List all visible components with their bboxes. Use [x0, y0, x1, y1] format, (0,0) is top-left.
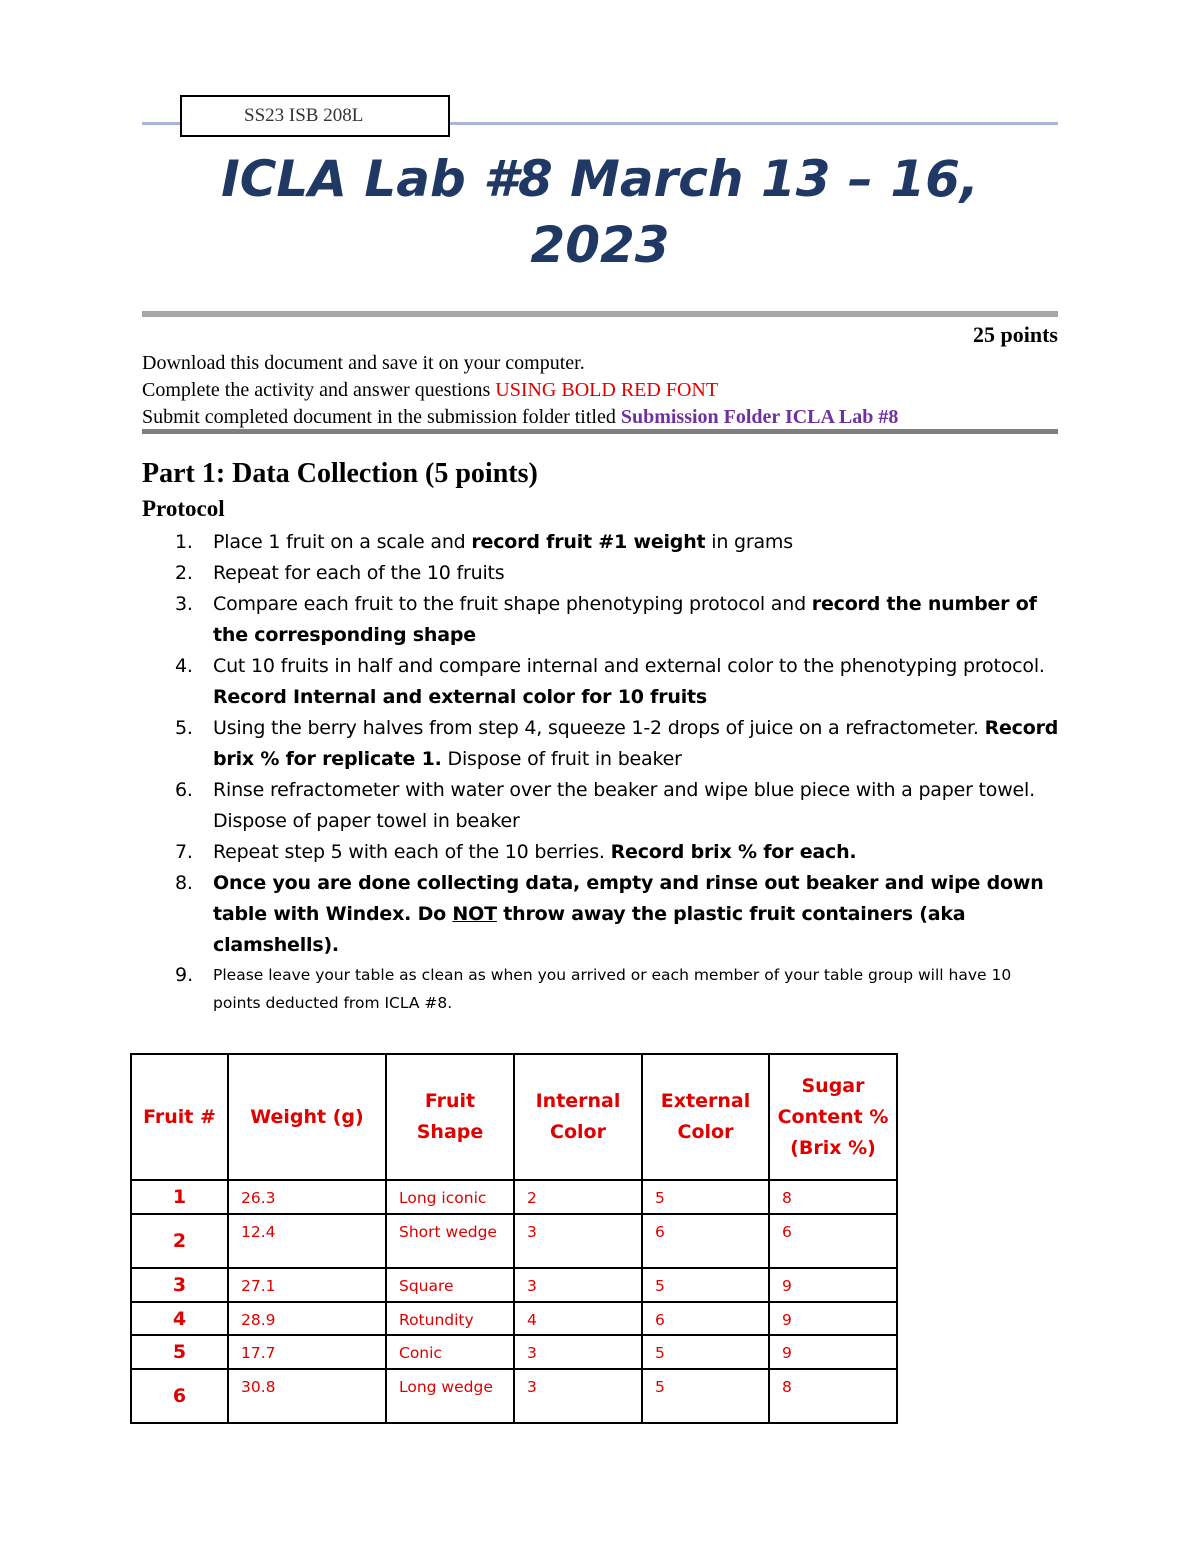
- header-fruit-number: Fruit #: [131, 1054, 228, 1180]
- cell-brix[interactable]: 9: [769, 1302, 897, 1335]
- cell-brix[interactable]: 8: [769, 1369, 897, 1423]
- cell-internal-color[interactable]: 3: [514, 1214, 642, 1268]
- title-line-2: 2023: [530, 216, 670, 274]
- cell-internal-color[interactable]: 3: [514, 1268, 642, 1302]
- cell-shape[interactable]: Square: [386, 1268, 514, 1302]
- cell-internal-color[interactable]: 4: [514, 1302, 642, 1335]
- cell-fruit-number: 2: [131, 1214, 228, 1268]
- cell-brix[interactable]: 9: [769, 1335, 897, 1369]
- header-external-color: External Color: [642, 1054, 769, 1180]
- cell-brix[interactable]: 6: [769, 1214, 897, 1268]
- step-number: 4.: [175, 655, 193, 677]
- step-number: 1.: [175, 531, 193, 553]
- step-bold-text: Record Internal and external color for 10 fruits: [213, 686, 708, 708]
- protocol-step: [142, 961, 1062, 1017]
- red-font-note: USING BOLD RED FONT: [495, 379, 719, 401]
- step-text: Cut 10 fruits in half and compare internal and external color to the phenotyping protocol.: [213, 655, 1045, 677]
- cell-shape[interactable]: Short wedge: [386, 1214, 514, 1268]
- instruction-complete-text: Complete the activity and answer questions: [142, 379, 496, 401]
- instruction-submit-text: Submit completed document in the submission folder titled: [142, 406, 621, 428]
- step-number: 7.: [175, 841, 193, 863]
- step-number: 8.: [175, 872, 193, 894]
- step-bold-text: Once you are done collecting data, empty and rinse out beaker and wipe down table with Windex. Do: [213, 872, 1044, 925]
- protocol-step: [142, 775, 1062, 837]
- cell-weight[interactable]: 28.9: [228, 1302, 386, 1335]
- cell-external-color[interactable]: 5: [642, 1180, 769, 1214]
- instructions-divider: [142, 429, 1058, 434]
- protocol-step: [142, 651, 1062, 713]
- cell-fruit-number: 6: [131, 1369, 228, 1423]
- cell-brix[interactable]: 8: [769, 1180, 897, 1214]
- step-bold-text: Record brix % for each.: [610, 841, 857, 863]
- cell-weight[interactable]: 12.4: [228, 1214, 386, 1268]
- cell-fruit-number: 5: [131, 1335, 228, 1369]
- cell-external-color[interactable]: 5: [642, 1369, 769, 1423]
- step-text: Rinse refractometer with water over the beaker and wipe blue piece with a paper towel. Dispose of paper towel in beaker: [213, 779, 1035, 832]
- step-number: 6.: [175, 779, 193, 801]
- title-line-1: ICLA Lab #8 March 13 – 16,: [221, 150, 979, 208]
- cell-weight[interactable]: 17.7: [228, 1335, 386, 1369]
- header-internal-color: Internal Color: [514, 1054, 642, 1180]
- step-text: Compare each fruit to the fruit shape phenotyping protocol and: [213, 593, 812, 615]
- cell-brix[interactable]: 9: [769, 1268, 897, 1302]
- instruction-complete: [142, 379, 718, 402]
- step-number: 5.: [175, 717, 193, 739]
- cell-shape[interactable]: Long iconic: [386, 1180, 514, 1214]
- cell-fruit-number: 3: [131, 1268, 228, 1302]
- step-number: 9.: [175, 964, 194, 986]
- protocol-step: [142, 558, 1062, 589]
- table-row: [131, 1268, 897, 1302]
- step-text: in grams: [705, 531, 793, 553]
- protocol-step: [142, 837, 1062, 868]
- step-text: Repeat for each of the 10 fruits: [213, 562, 505, 584]
- step-bold-text: throw away the plastic fruit containers (aka clamshells).: [213, 903, 966, 956]
- table-row: [131, 1214, 897, 1268]
- step-text: Using the berry halves from step 4, squeeze 1-2 drops of juice on a refractometer.: [213, 717, 985, 739]
- cell-weight[interactable]: 27.1: [228, 1268, 386, 1302]
- part1-heading: Part 1: Data Collection (5 points): [142, 458, 538, 489]
- cell-shape[interactable]: Rotundity: [386, 1302, 514, 1335]
- protocol-steps: [142, 527, 1062, 1017]
- step-number: 3.: [175, 593, 193, 615]
- protocol-step: [142, 713, 1062, 775]
- table-row: [131, 1369, 897, 1423]
- table-row: [131, 1335, 897, 1369]
- cell-internal-color[interactable]: 2: [514, 1180, 642, 1214]
- cell-external-color[interactable]: 5: [642, 1335, 769, 1369]
- fruit-data-table: [130, 1053, 898, 1424]
- cell-weight[interactable]: 30.8: [228, 1369, 386, 1423]
- step-text: Repeat step 5 with each of the 10 berries.: [213, 841, 611, 863]
- page-title: [140, 146, 1060, 278]
- points-label: 25 points: [973, 322, 1058, 347]
- header-sugar-content: Sugar Content % (Brix %): [769, 1054, 897, 1180]
- step-text: Please leave your table as clean as when you arrived or each member of your table group will have 10 points deducted from ICLA #8.: [213, 966, 1012, 1012]
- step-bold-text: record fruit #1 weight: [471, 531, 706, 553]
- table-row: [131, 1180, 897, 1214]
- title-divider: [142, 311, 1058, 317]
- cell-internal-color[interactable]: 3: [514, 1335, 642, 1369]
- instruction-submit: [142, 406, 898, 429]
- table-row: [131, 1302, 897, 1335]
- cell-external-color[interactable]: 6: [642, 1214, 769, 1268]
- cell-internal-color[interactable]: 3: [514, 1369, 642, 1423]
- step-bold-text: Record brix % for replicate 1.: [213, 717, 1059, 770]
- step-text: Place 1 fruit on a scale and: [213, 531, 472, 553]
- course-code-box: SS23 ISB 208L: [180, 95, 450, 137]
- cell-external-color[interactable]: 5: [642, 1268, 769, 1302]
- cell-weight[interactable]: 26.3: [228, 1180, 386, 1214]
- step-underlined-text: NOT: [452, 903, 497, 925]
- header-weight: Weight (g): [228, 1054, 386, 1180]
- step-number: 2.: [175, 562, 193, 584]
- step-text: Dispose of fruit in beaker: [441, 748, 682, 770]
- protocol-heading: Protocol: [142, 496, 225, 521]
- step-bold-text: record the number of the corresponding shape: [213, 593, 1037, 646]
- instruction-download: Download this document and save it on your computer.: [142, 352, 585, 374]
- protocol-step: [142, 527, 1062, 558]
- protocol-step: [142, 868, 1062, 961]
- cell-fruit-number: 4: [131, 1302, 228, 1335]
- header-fruit-shape: Fruit Shape: [386, 1054, 514, 1180]
- table-header-row: [131, 1054, 897, 1180]
- cell-fruit-number: 1: [131, 1180, 228, 1214]
- protocol-step: [142, 589, 1062, 651]
- cell-shape[interactable]: Conic: [386, 1335, 514, 1369]
- cell-shape[interactable]: Long wedge: [386, 1369, 514, 1423]
- submission-folder-link[interactable]: Submission Folder ICLA Lab #8: [620, 406, 899, 428]
- cell-external-color[interactable]: 6: [642, 1302, 769, 1335]
